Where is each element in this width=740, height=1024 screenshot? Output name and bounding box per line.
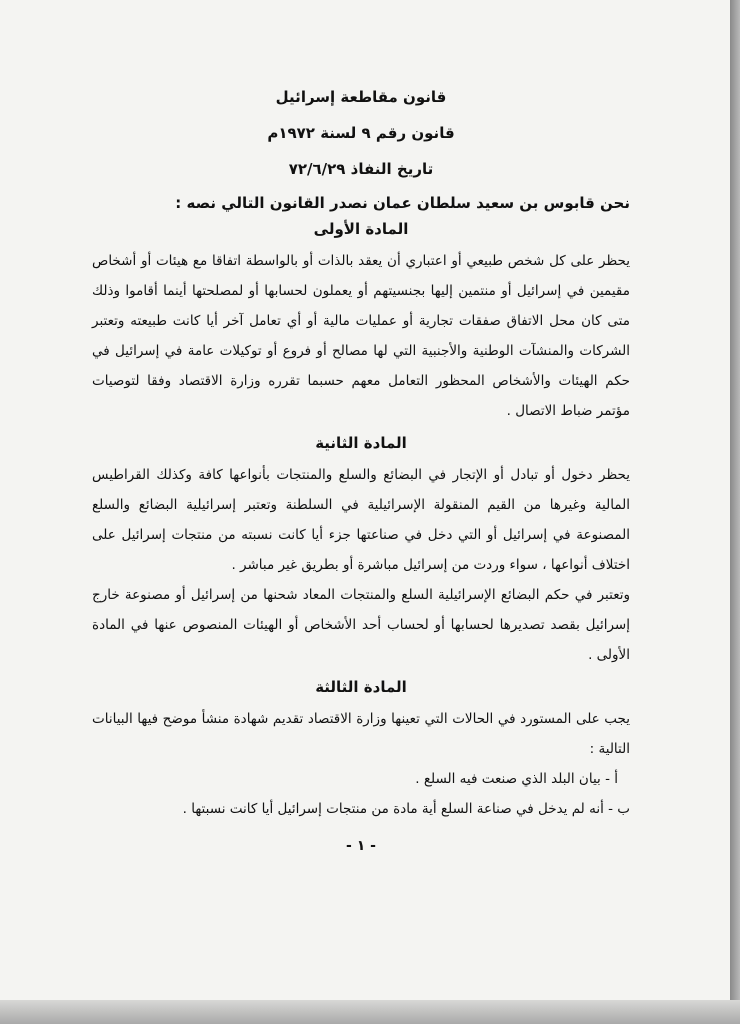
article-paragraph: يجب على المستورد في الحالات التي تعينها وزارة الاقتصاد تقديم شهادة منشأ موضح فيها البيانات التالية :	[92, 711, 630, 757]
article-3	[92, 678, 630, 824]
page-bottom-shadow	[0, 1000, 740, 1024]
article-1	[92, 220, 630, 426]
article-2	[92, 434, 630, 670]
document-body	[92, 80, 630, 854]
article-heading: المادة الأولى	[313, 220, 409, 238]
law-title: قانون مقاطعة إسرائيل	[275, 88, 447, 106]
effective-date: تاريخ النفاذ ٧٢/٦/٢٩	[288, 160, 434, 178]
preamble: نحن قابوس بن سعيد سلطان عمان نصدر القانون التالي نصه :	[175, 194, 630, 212]
article-paragraph: يحظر دخول أو تبادل أو الإتجار في البضائع والسلع والمنتجات بأنواعها كافة وكذلك القراطيس المالية وغيرها من القيم المنقولة الإسرائيلية في السلطنة وتعتبر إسرائيلية البضائع والسلع المصنوعة في إسرائيل أو التي دخل في صناعتها جزء أيا كانت نسبته من منتجات إسرائيل على اختلاف أنواعها ، سواء وردت من إسرائيل مباشرة أو بطريق غير مباشر .	[92, 467, 630, 573]
list-item: أ - بيان البلد الذي صنعت فيه السلع .	[415, 771, 618, 787]
article-paragraph: يحظر على كل شخص طبيعي أو اعتباري أن يعقد بالذات أو بالواسطة اتفاقا مع هيئات أو أشخاص مقيمين في إسرائيل أو منتمين إليها بجنسيتهم أو يعملون لحسابها أو لمصلحتها أينما أقاموا وذلك متى كان محل الاتفاق صفقات تجارية أو عمليات مالية أو أي تعامل آخر أيا كانت طبيعته وتعتبر الشركات والمنشآت الوطنية والأجنبية التي لها مصالح أو فروع أو توكيلات عامة في إسرائيل في حكم الهيئات والأشخاص المحظور التعامل معهم حسبما تقرره وزارة الاقتصاد وفقا لتوصيات مؤتمر ضباط الاتصال .	[92, 253, 630, 419]
article-paragraph: وتعتبر في حكم البضائع الإسرائيلية السلع والمنتجات المعاد شحنها من إسرائيل أو مصنوعة خارج إسرائيل بقصد تصديرها لحسابها أو لحساب أحد الأشخاص أو الهيئات المنصوص عنها في المادة الأولى .	[92, 587, 630, 663]
page-number: - ١ -	[346, 838, 376, 854]
article-heading: المادة الثالثة	[315, 678, 407, 696]
list-item: ب - أنه لم يدخل في صناعة السلع أية مادة من منتجات إسرائيل أيا كانت نسبتها .	[182, 801, 630, 817]
page-edge-shadow	[730, 0, 740, 1024]
law-number: قانون رقم ٩ لسنة ١٩٧٢م	[267, 124, 455, 142]
article-heading: المادة الثانية	[315, 434, 407, 452]
